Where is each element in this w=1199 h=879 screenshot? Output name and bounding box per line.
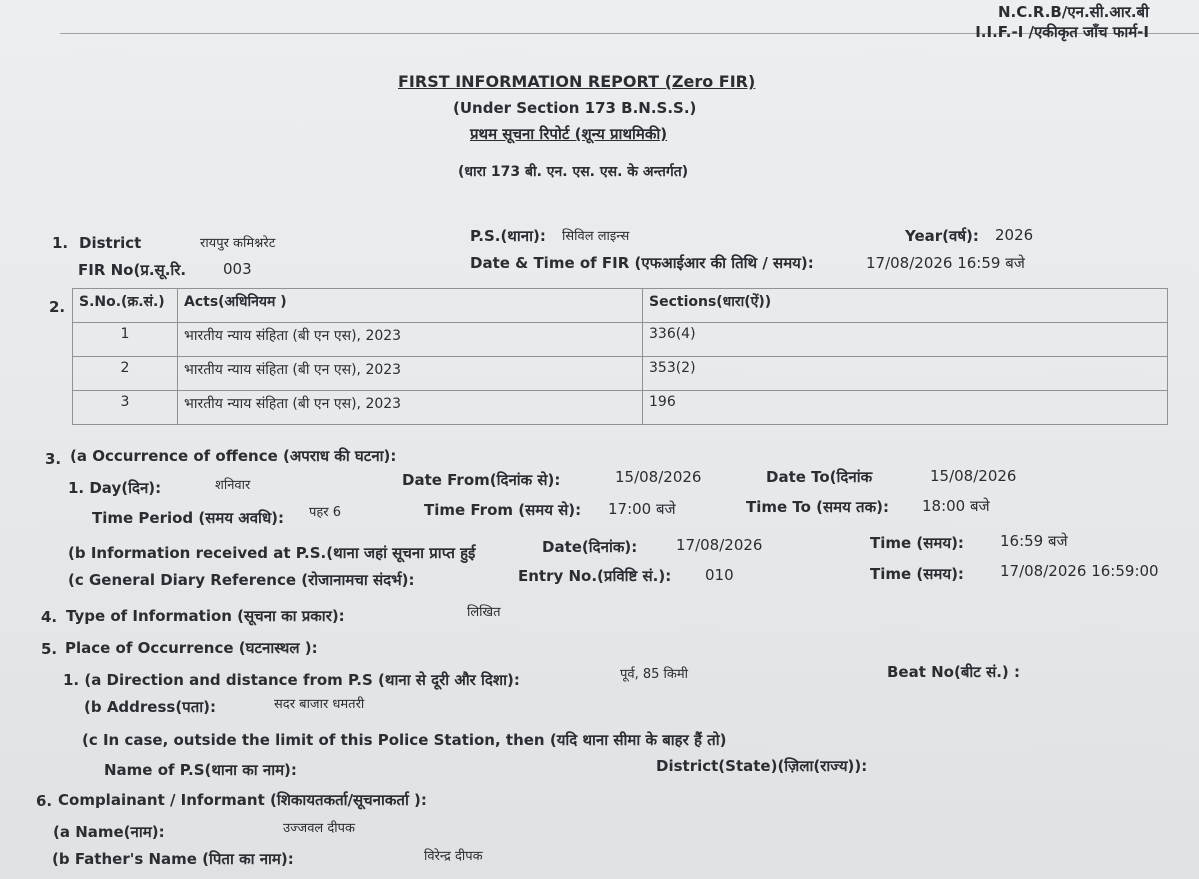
day-value: शनिवार [215,478,251,493]
date-from-value: 15/08/2026 [615,468,702,486]
ncrb-header: N.C.R.B/एन.सी.आर.बी [997,3,1149,21]
item1-number: 1. [52,234,69,252]
occurrence-label: (a Occurrence of offence (अपराध की घटना): [70,447,397,465]
year-label: Year(वर्ष): [905,227,979,245]
father-name-value: विरेन्द्र दीपक [424,849,483,864]
info-time-value: 16:59 बजे [1000,532,1068,550]
item2-number: 2. [49,298,66,316]
time-from-value: 17:00 बजे [608,500,676,518]
info-time-label: Time (समय): [870,534,964,552]
item4-number: 4. [41,608,58,626]
beat-no-label: Beat No(बीट सं.) : [887,663,1020,681]
row-section: 336(4) [643,323,1168,357]
report-section: (Under Section 173 B.N.S.S.) [453,99,697,117]
acts-header: Acts(अधिनियम ) [178,289,643,323]
time-period-value: पहर 6 [309,505,342,520]
gd-time-value: 17/08/2026 16:59:00 [1000,562,1159,580]
row-act: भारतीय न्याय संहिता (बी एन एस), 2023 [178,391,643,425]
gd-reference-label: (c General Diary Reference (रोजानामचा संदर्भ): [68,571,415,589]
info-type-label: Type of Information (सूचना का प्रकार): [66,607,345,625]
direction-value: पूर्व, 85 किमी [620,667,689,682]
direction-label: 1. (a Direction and distance from P.S (थाना से दूरी और दिशा): [63,671,520,689]
place-label: Place of Occurrence (घटनास्थल ): [65,639,318,657]
entry-no-value: 010 [705,566,734,584]
sno-header: S.No.(क्र.सं.) [73,289,178,323]
report-section-hindi: (धारा 173 बी. एन. एस. एस. के अन्तर्गत) [458,164,689,180]
year-value: 2026 [995,226,1034,244]
table-row [73,323,1168,357]
fir-no-value: 003 [223,260,252,278]
row-act: भारतीय न्याय संहिता (बी एन एस), 2023 [178,357,643,391]
time-to-label: Time To (समय तक): [746,498,889,516]
time-period-label: Time Period (समय अवधि): [92,509,285,527]
row-section: 353(2) [643,357,1168,391]
fir-no-label: FIR No(प्र.सू.रि. [78,261,187,279]
info-received-label: (b Information received at P.S.(थाना जहां सूचना प्राप्त हुई [68,544,476,562]
acts-table [72,288,1168,425]
fir-datetime-label: Date & Time of FIR (एफआईआर की तिथि / समय): [470,254,814,272]
district-state-label: District(State)(ज़िला(राज्य)): [656,757,868,775]
table-row [73,357,1168,391]
name-label: (a Name(नाम): [53,823,165,841]
item5-number: 5. [41,640,58,658]
row-sno: 3 [73,391,178,425]
item6-number: 6. [36,792,53,810]
date-to-value: 15/08/2026 [930,467,1017,485]
table-row [73,391,1168,425]
time-from-label: Time From (समय से): [424,501,582,519]
sections-header: Sections(धारा(ऐं)) [643,289,1168,323]
district-value: रायपुर कमिश्नरेट [200,236,276,251]
day-label: 1. Day(दिन): [68,479,162,497]
ps-value: सिविल लाइन्स [562,229,630,244]
fir-datetime-value: 17/08/2026 16:59 बजे [866,254,1025,272]
address-label: (b Address(पता): [84,698,216,716]
outside-limit-label: (c In case, outside the limit of this Police Station, then (यदि थाना सीमा के बाहर हैं तो) [82,731,727,749]
ps-name-label: Name of P.S(थाना का नाम): [104,761,297,779]
info-date-value: 17/08/2026 [676,536,763,554]
entry-no-label: Entry No.(प्रविष्टि सं.): [518,567,672,585]
table-header-row [73,289,1168,323]
gd-time-label: Time (समय): [870,565,964,583]
date-from-label: Date From(दिनांक से): [402,471,561,489]
complainant-label: Complainant / Informant (शिकायतकर्ता/सूचनाकर्ता ): [58,791,427,809]
report-title: FIRST INFORMATION REPORT (Zero FIR) [398,72,756,91]
row-section: 196 [643,391,1168,425]
name-value: उज्जवल दीपक [283,821,356,836]
ps-label: P.S.(थाना): [470,227,546,245]
address-value: सदर बाजार धमतरी [274,697,365,712]
info-date-label: Date(दिनांक): [542,538,638,556]
district-label: District [79,234,142,252]
row-sno: 1 [73,323,178,357]
father-name-label: (b Father's Name (पिता का नाम): [52,850,294,868]
row-sno: 2 [73,357,178,391]
time-to-value: 18:00 बजे [922,497,990,515]
info-type-value: लिखित [467,605,501,620]
item3-number: 3. [45,450,62,468]
report-title-hindi: प्रथम सूचना रिपोर्ट (शून्य प्राथमिकी) [470,125,668,143]
row-act: भारतीय न्याय संहिता (बी एन एस), 2023 [178,323,643,357]
date-to-label: Date To(दिनांक [766,468,873,486]
iif-header: I.I.F.-I /एकीकृत जाँच फार्म-I [975,23,1149,41]
